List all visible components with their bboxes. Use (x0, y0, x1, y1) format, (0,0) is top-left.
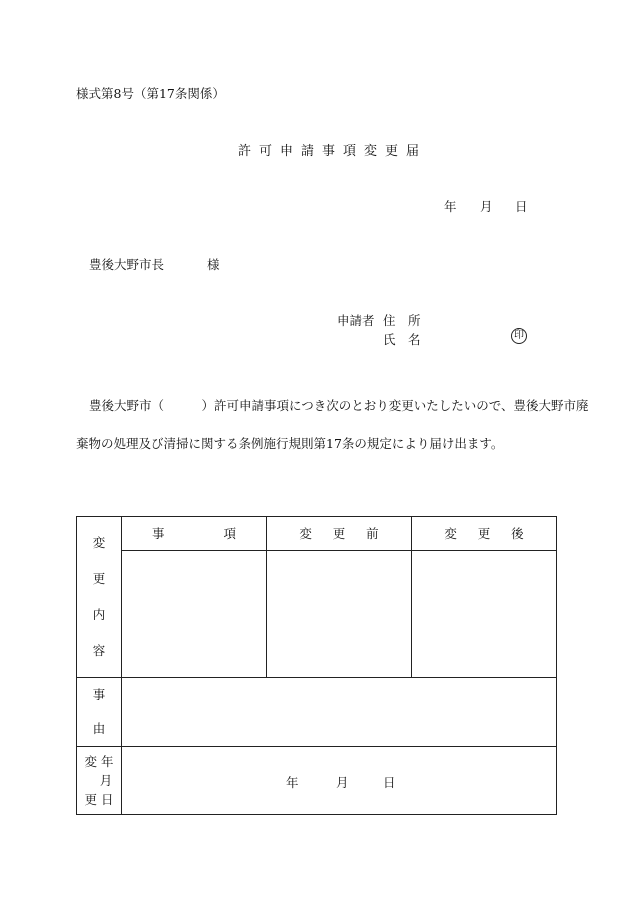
col-header-after (412, 517, 557, 551)
applicant-name-label: 氏 名 (383, 332, 421, 347)
date-day-label: 日 (515, 199, 528, 214)
body-text-line1: 豊後大野市（ ）許可申請事項につき次のとおり変更いたしたいので、豊後大野市廃 (89, 398, 589, 413)
col-header-after-char: 更 (477, 526, 491, 542)
reason-field[interactable] (122, 678, 557, 747)
change-date-label-cell (77, 747, 122, 815)
before-change-field[interactable] (267, 550, 412, 677)
change-content-label-char: 容 (92, 643, 106, 658)
change-date-label-char: 年 (100, 754, 114, 769)
date-month-label: 月 (480, 199, 493, 214)
seal-text: 印 (514, 330, 524, 341)
form-number: 様式第8号（第17条関係） (76, 86, 225, 101)
col-header-after-char: 後 (511, 526, 524, 542)
change-content-label-char: 変 (92, 535, 106, 550)
change-date-label-char: 日 (100, 792, 114, 807)
change-date-year-label: 年 (286, 774, 299, 790)
change-content-label-cell (77, 517, 122, 678)
reason-label-cell (77, 678, 122, 747)
page-title: 許可申請事項変更届 (238, 144, 428, 159)
col-header-before-char: 変 (299, 526, 312, 542)
change-date-day-label: 日 (383, 774, 396, 790)
applicant-label: 申請者 (337, 313, 375, 328)
reason-label-char: 事 (92, 687, 106, 702)
col-header-before-char: 前 (366, 526, 379, 542)
reason-label-char: 由 (92, 721, 106, 736)
change-date-label-char: 変 (84, 754, 97, 769)
col-header-item (122, 517, 267, 551)
addressee-honorific: 様 (207, 257, 220, 272)
applicant-address-label: 住 所 (383, 313, 421, 328)
body-text-line2: 棄物の処理及び清掃に関する条例施行規則第17条の規定により届け出ます。 (76, 436, 504, 451)
after-change-field[interactable] (412, 550, 557, 677)
date-year-label: 年 (444, 199, 457, 214)
seal-icon (511, 328, 527, 344)
item-field[interactable] (122, 550, 267, 677)
change-date-label-char: 更 (84, 792, 97, 807)
change-content-label-char: 内 (92, 607, 106, 622)
col-header-before (267, 517, 412, 551)
change-date-label-char: 月 (99, 773, 113, 788)
col-header-item-char: 項 (223, 526, 236, 542)
col-header-item-char: 事 (152, 526, 165, 542)
change-details-table (76, 516, 557, 815)
addressee-name: 豊後大野市長 (89, 257, 165, 272)
change-content-label-char: 更 (92, 571, 106, 586)
col-header-before-char: 更 (332, 526, 346, 542)
col-header-after-char: 変 (444, 526, 457, 542)
change-date-field[interactable] (122, 747, 557, 815)
change-date-month-label: 月 (336, 774, 349, 790)
